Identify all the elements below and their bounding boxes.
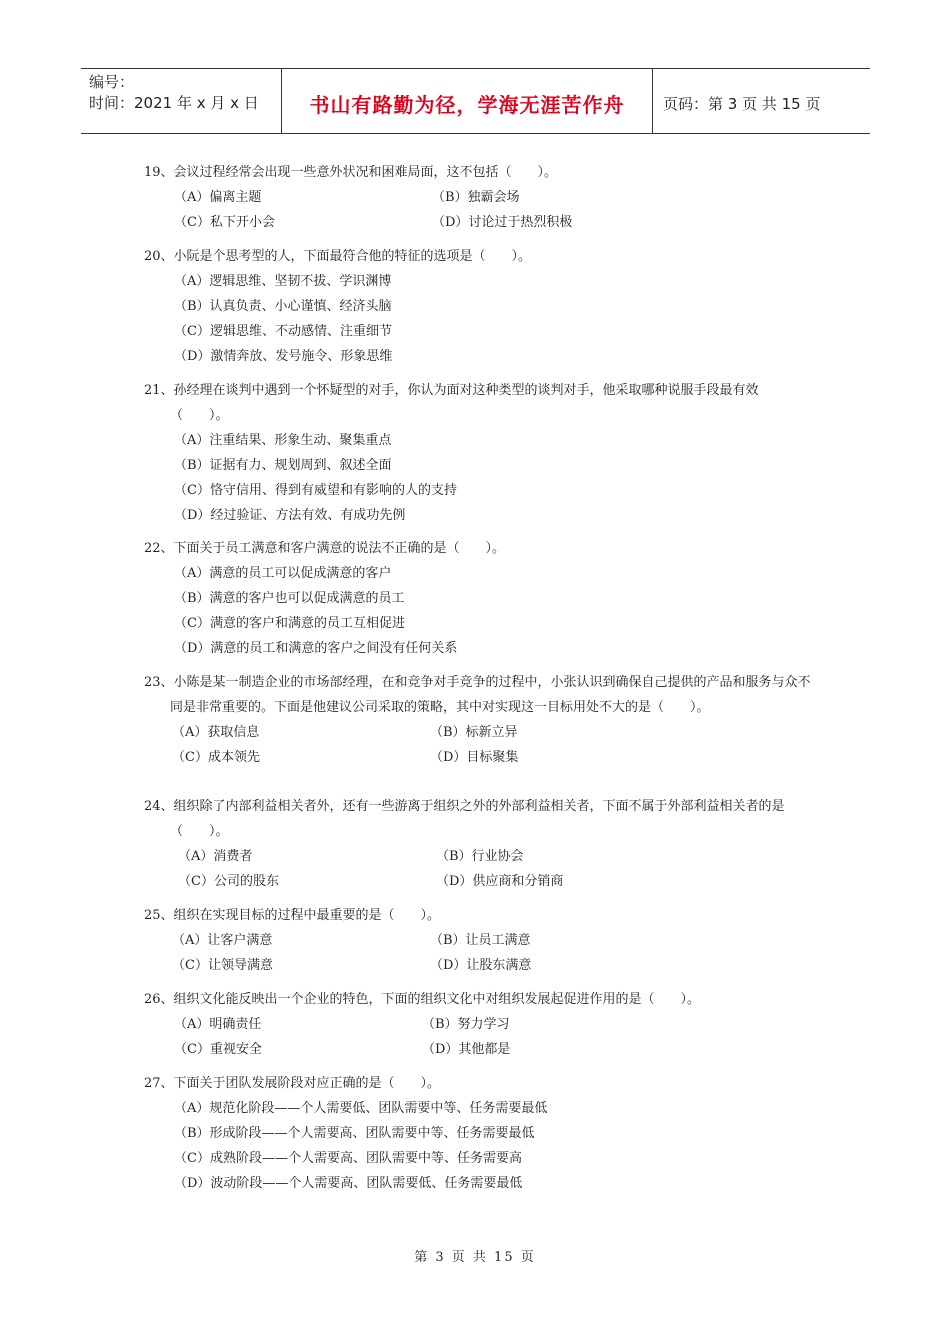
- options: [144, 185, 692, 235]
- option-c[interactable]: （C）重视安全: [174, 1042, 262, 1057]
- option-c[interactable]: （C）让领导满意: [172, 958, 273, 973]
- number-label: 编号：: [89, 73, 135, 91]
- options: [144, 720, 816, 770]
- question-stem: 24、组织除了内部利益相关者外，还有一些游离于组织之外的外部利益相关者，下面不属于外部利益相关者的是（ ）。: [144, 799, 785, 839]
- option-d[interactable]: （D）满意的员工和满意的客户之间没有任何关系: [174, 641, 458, 656]
- options: [144, 844, 816, 894]
- option-a[interactable]: （A）消费者: [178, 849, 253, 864]
- option-d[interactable]: （D）其他都是: [422, 1042, 511, 1057]
- page-header: [81, 68, 870, 134]
- option-c[interactable]: （C）私下开小会: [174, 215, 275, 230]
- options: [144, 1096, 547, 1196]
- question-24: [144, 794, 816, 894]
- option-a[interactable]: （A）满意的员工可以促成满意的客户: [174, 566, 392, 581]
- option-d[interactable]: （D）激情奔放、发号施令、形象思维: [174, 349, 393, 364]
- option-d[interactable]: （D）供应商和分销商: [436, 874, 564, 889]
- question-stem: 27、下面关于团队发展阶段对应正确的是（ ）。: [144, 1076, 441, 1091]
- option-b[interactable]: （B）让员工满意: [430, 933, 531, 948]
- question-stem: 23、小陈是某一制造企业的市场部经理，在和竞争对手竞争的过程中，小张认识到确保自己提供的产品和服务与众不同是非常重要的。下面是他建议公司采取的策略，其中对实现这一目标用处不大的是（ ）。: [144, 675, 811, 715]
- question-21: [144, 378, 814, 528]
- options: [144, 428, 814, 528]
- option-c[interactable]: （C）逻辑思维、不动感情、注重细节: [174, 324, 392, 339]
- option-d[interactable]: （D）经过验证、方法有效、有成功先例: [174, 508, 406, 523]
- question-25: [144, 903, 690, 978]
- option-c[interactable]: （C）成熟阶段——个人需要高、团队需要中等、任务需要高: [174, 1151, 522, 1166]
- question-stem: 21、孙经理在谈判中遇到一个怀疑型的对手，你认为面对这种类型的谈判对手，他采取哪种说服手段最有效（ ）。: [144, 383, 759, 423]
- question-19: [144, 160, 692, 235]
- question-27: [144, 1071, 547, 1196]
- question-22: [144, 536, 505, 661]
- option-a[interactable]: （A）明确责任: [174, 1017, 262, 1032]
- question-23: [144, 670, 816, 770]
- question-20: [144, 244, 531, 369]
- option-b[interactable]: （B）努力学习: [422, 1017, 510, 1032]
- question-stem: 19、会议过程经常会出现一些意外状况和困难局面，这不包括（ ）。: [144, 165, 558, 180]
- option-a[interactable]: （A）逻辑思维、坚韧不拔、学识渊博: [174, 274, 392, 289]
- page-number-label: 页码：第 3 页 共 15 页: [663, 94, 821, 113]
- options: [144, 928, 690, 978]
- header-meta: [81, 69, 281, 133]
- date-label: 时间：2021 年 x 月 x 日: [89, 94, 259, 112]
- question-stem: 26、组织文化能反映出一个企业的特色，下面的组织文化中对组织发展起促进作用的是（ ）。: [144, 992, 701, 1007]
- option-c[interactable]: （C）满意的客户和满意的员工互相促进: [174, 616, 405, 631]
- option-d[interactable]: （D）讨论过于热烈积极: [432, 215, 573, 230]
- option-a[interactable]: （A）偏离主题: [174, 190, 262, 205]
- page-footer: 第 3 页 共 15 页: [414, 1250, 536, 1265]
- options: [144, 1012, 700, 1062]
- question-stem: 25、组织在实现目标的过程中最重要的是（ ）。: [144, 908, 441, 923]
- question-stem: 22、下面关于员工满意和客户满意的说法不正确的是（ ）。: [144, 541, 506, 556]
- option-b[interactable]: （B）标新立异: [430, 725, 518, 740]
- option-a[interactable]: （A）让客户满意: [172, 933, 273, 948]
- option-d[interactable]: （D）目标聚集: [430, 750, 519, 765]
- option-b[interactable]: （B）满意的客户也可以促成满意的员工: [174, 591, 405, 606]
- option-b[interactable]: （B）形成阶段——个人需要高、团队需要中等、任务需要最低: [174, 1126, 535, 1141]
- option-a[interactable]: （A）规范化阶段——个人需要低、团队需要中等、任务需要最低: [174, 1101, 548, 1116]
- options: [144, 269, 531, 369]
- option-b[interactable]: （B）证据有力、规划周到、叙述全面: [174, 458, 392, 473]
- question-26: [144, 987, 700, 1062]
- option-b[interactable]: （B）独霸会场: [432, 190, 520, 205]
- option-c[interactable]: （C）成本领先: [172, 750, 260, 765]
- option-c[interactable]: （C）恪守信用、得到有威望和有影响的人的支持: [174, 483, 457, 498]
- question-stem: 20、小阮是个思考型的人，下面最符合他的特征的选项是（ ）。: [144, 249, 532, 264]
- option-a[interactable]: （A）注重结果、形象生动、聚集重点: [174, 433, 392, 448]
- motto: 书山有路勤为径，学海无涯苦作舟: [281, 69, 653, 133]
- option-b[interactable]: （B）行业协会: [436, 849, 524, 864]
- option-a[interactable]: （A）获取信息: [172, 725, 260, 740]
- option-d[interactable]: （D）让股东满意: [430, 958, 532, 973]
- options: [144, 561, 505, 661]
- option-c[interactable]: （C）公司的股东: [178, 874, 279, 889]
- option-d[interactable]: （D）波动阶段——个人需要高、团队需要低、任务需要最低: [174, 1176, 523, 1191]
- option-b[interactable]: （B）认真负责、小心谨慎、经济头脑: [174, 299, 392, 314]
